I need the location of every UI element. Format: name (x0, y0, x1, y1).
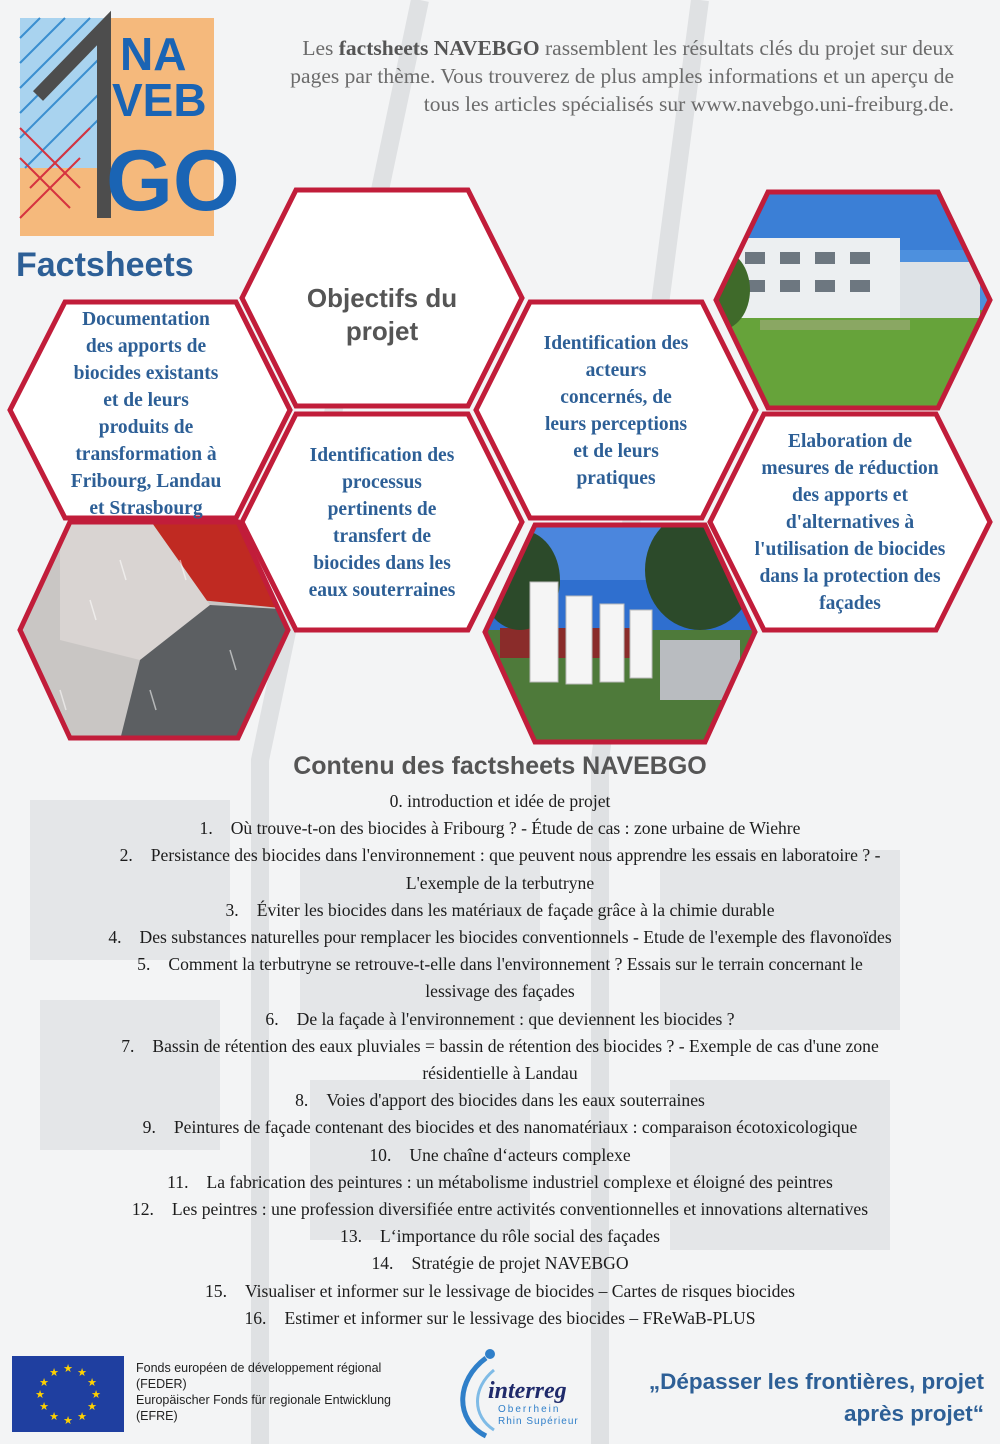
item-continuation: résidentielle à Landau (422, 1063, 578, 1084)
list-item (20, 1114, 980, 1141)
interreg-logo (446, 1340, 596, 1440)
contents-intro-item: 0. introduction et idée de projet (389, 791, 611, 811)
svg-text:★: ★ (35, 1388, 45, 1401)
item-text: L‘importance du rôle social des façades (380, 1226, 660, 1247)
item-number: 11. (167, 1171, 189, 1192)
item-number: 2. (119, 845, 133, 866)
item-text: Des substances naturelles pour remplacer les biocides conventionnels - Etude de l'exemple des flavonoïdes (139, 927, 892, 948)
documentation-line: et Strasbourg (89, 498, 203, 519)
list-item (20, 1223, 980, 1250)
acteurs-line: et de leurs (573, 441, 659, 462)
objectifs-line-2: projet (345, 316, 419, 346)
feder-text (136, 1360, 436, 1424)
interreg-sub-2: Rhin Supérieur (498, 1416, 579, 1427)
acteurs-line: acteurs (585, 360, 647, 381)
hex-acteurs-text (506, 330, 726, 492)
processus-line: Identification des (309, 445, 455, 466)
mesures-line: des apports et (792, 485, 908, 506)
item-continuation: L'exemple de la terbutryne (405, 872, 595, 893)
item-number: 3. (225, 899, 239, 920)
acteurs-line: pratiques (576, 468, 656, 489)
list-item (20, 1006, 980, 1033)
svg-text:★: ★ (49, 1366, 59, 1379)
mesures-line: l'utilisation de biocides (754, 539, 946, 560)
item-text: Bassin de rétention des eaux pluviales = bassin de rétention des biocides ? - Exemple de cas d'une zone (152, 1035, 879, 1056)
eu-flag-logo (12, 1356, 124, 1432)
factsheets-heading: Factsheets (16, 246, 194, 284)
item-number: 7. (121, 1035, 135, 1056)
logo-line-3: GO (106, 133, 240, 229)
list-item (20, 924, 980, 951)
documentation-line: transformation à (75, 444, 217, 465)
hex-processus-text (272, 442, 492, 604)
svg-text:★: ★ (91, 1388, 101, 1401)
item-text: La fabrication des peintures : un métabolisme industriel complexe et éloigné des peintres (206, 1171, 833, 1192)
item-number: 1. (199, 818, 213, 839)
processus-line: eaux souterraines (308, 580, 456, 601)
documentation-line: et de leurs (103, 390, 189, 411)
list-item (20, 1196, 980, 1223)
svg-text:★: ★ (77, 1366, 87, 1379)
item-text: Les peintres : une profession diversifiée entre activités conventionnelles et innovations alternatives (171, 1199, 869, 1220)
list-item (20, 1169, 980, 1196)
list-item (20, 1142, 980, 1169)
mesures-line: façades (819, 593, 881, 614)
item-number: 6. (265, 1008, 279, 1029)
item-text: Persistance des biocides dans l'environnement : que peuvent nous apprendre les essais en laboratoire ? - (150, 845, 881, 866)
intro-bold: factsheets NAVEBGO (338, 36, 540, 60)
slogan (624, 1366, 984, 1430)
svg-text:★: ★ (39, 1400, 49, 1413)
item-text: Visualiser et informer sur le lessivage de biocides – Cartes de risques biocides (244, 1280, 796, 1301)
item-number: 13. (340, 1226, 363, 1247)
interreg-name: interreg (488, 1378, 567, 1404)
item-number: 9. (142, 1117, 156, 1138)
item-continuation: lessivage des façades (425, 981, 575, 1002)
feder-line: (FEDER) (136, 1377, 187, 1391)
svg-text:★: ★ (63, 1414, 73, 1427)
item-number: 16. (244, 1307, 267, 1328)
feder-line: Fonds européen de développement régional (136, 1361, 382, 1375)
documentation-line: biocides existants (73, 363, 219, 384)
item-number: 14. (371, 1253, 394, 1274)
list-item (20, 1087, 980, 1114)
item-text: Comment la terbutryne se retrouve-t-elle dans l'environnement ? Essais sur le terrain concernant le (168, 954, 863, 975)
intro-part-1: Les (302, 36, 339, 60)
logo-line-1: NA (120, 28, 187, 80)
svg-text:★: ★ (87, 1376, 97, 1389)
objectifs-line-1: Objectifs du (306, 283, 458, 313)
processus-line: biocides dans les (313, 553, 451, 574)
item-number: 5. (137, 954, 151, 975)
item-number: 8. (295, 1090, 309, 1111)
processus-line: transfert de (332, 526, 431, 547)
mesures-line: Elaboration de (787, 431, 913, 452)
documentation-line: produits de (98, 417, 194, 438)
slogan-line: „Dépasser les frontières, projet (648, 1369, 984, 1394)
acteurs-line: Identification des (543, 333, 689, 354)
interreg-sub-1: Oberrhein (498, 1404, 561, 1415)
acteurs-line: concernés, de (560, 387, 672, 408)
item-number: 10. (369, 1144, 392, 1165)
hex-objectifs-text (262, 282, 502, 348)
mesures-line: dans la protection des (759, 566, 941, 587)
feder-line: (EFRE) (136, 1409, 178, 1423)
item-text: Éviter les biocides dans les matériaux de façade grâce à la chimie durable (256, 899, 775, 920)
item-text: Stratégie de projet NAVEBGO (411, 1253, 629, 1274)
list-item (20, 1033, 980, 1060)
hex-documentation-text (40, 306, 252, 522)
list-item (20, 951, 980, 978)
contents-title: Contenu des factsheets NAVEBGO (293, 752, 707, 780)
list-item (20, 897, 980, 924)
processus-line: pertinents de (327, 499, 437, 520)
item-number: 4. (108, 927, 122, 948)
intro-part-2: rassemblent les résultats clés du projet sur deux pages par thème. Vous trouverez de plus amples informations et un aperçu de tous les articles spécialisés sur www.navebgo.uni-freiburg.de. (290, 36, 954, 116)
processus-line: processus (342, 472, 422, 493)
item-text: Peintures de façade contenant des biocides et des nanomatériaux : comparaison écotoxicologique (173, 1117, 858, 1138)
list-item (20, 815, 980, 842)
mesures-line: d'alternatives à (785, 512, 915, 533)
svg-text:★: ★ (63, 1362, 73, 1375)
item-number: 15. (204, 1280, 227, 1301)
item-text: Où trouve-t-on des biocides à Fribourg ? - Étude de cas : zone urbaine de Wiehre (230, 818, 801, 839)
list-item (20, 842, 980, 869)
feder-line: Europäischer Fonds für regionale Entwicklung (136, 1393, 391, 1407)
item-text: Estimer et informer sur le lessivage des biocides – FReWaB-PLUS (284, 1307, 756, 1328)
item-text: De la façade à l'environnement : que deviennent les biocides ? (296, 1008, 735, 1029)
item-text: Voies d'apport des biocides dans les eaux souterraines (326, 1090, 705, 1111)
list-item (20, 1278, 980, 1305)
list-item (20, 1250, 980, 1277)
mesures-line: mesures de réduction (761, 458, 939, 479)
svg-text:★: ★ (39, 1376, 49, 1389)
svg-text:★: ★ (87, 1400, 97, 1413)
documentation-line: des apports de (85, 336, 207, 357)
acteurs-line: leurs perceptions (544, 414, 688, 435)
documentation-line: Fribourg, Landau (70, 471, 222, 492)
documentation-line: Documentation (82, 309, 210, 330)
contents-list (20, 788, 980, 1332)
logo-line-2: VEB (112, 74, 207, 126)
hex-mesures-text (726, 428, 974, 617)
list-item (20, 1305, 980, 1332)
item-number: 12. (131, 1199, 154, 1220)
svg-text:★: ★ (49, 1410, 59, 1423)
slogan-line: après projet“ (843, 1401, 984, 1426)
item-text: Une chaîne d‘acteurs complexe (409, 1144, 631, 1165)
svg-text:★: ★ (77, 1410, 87, 1423)
